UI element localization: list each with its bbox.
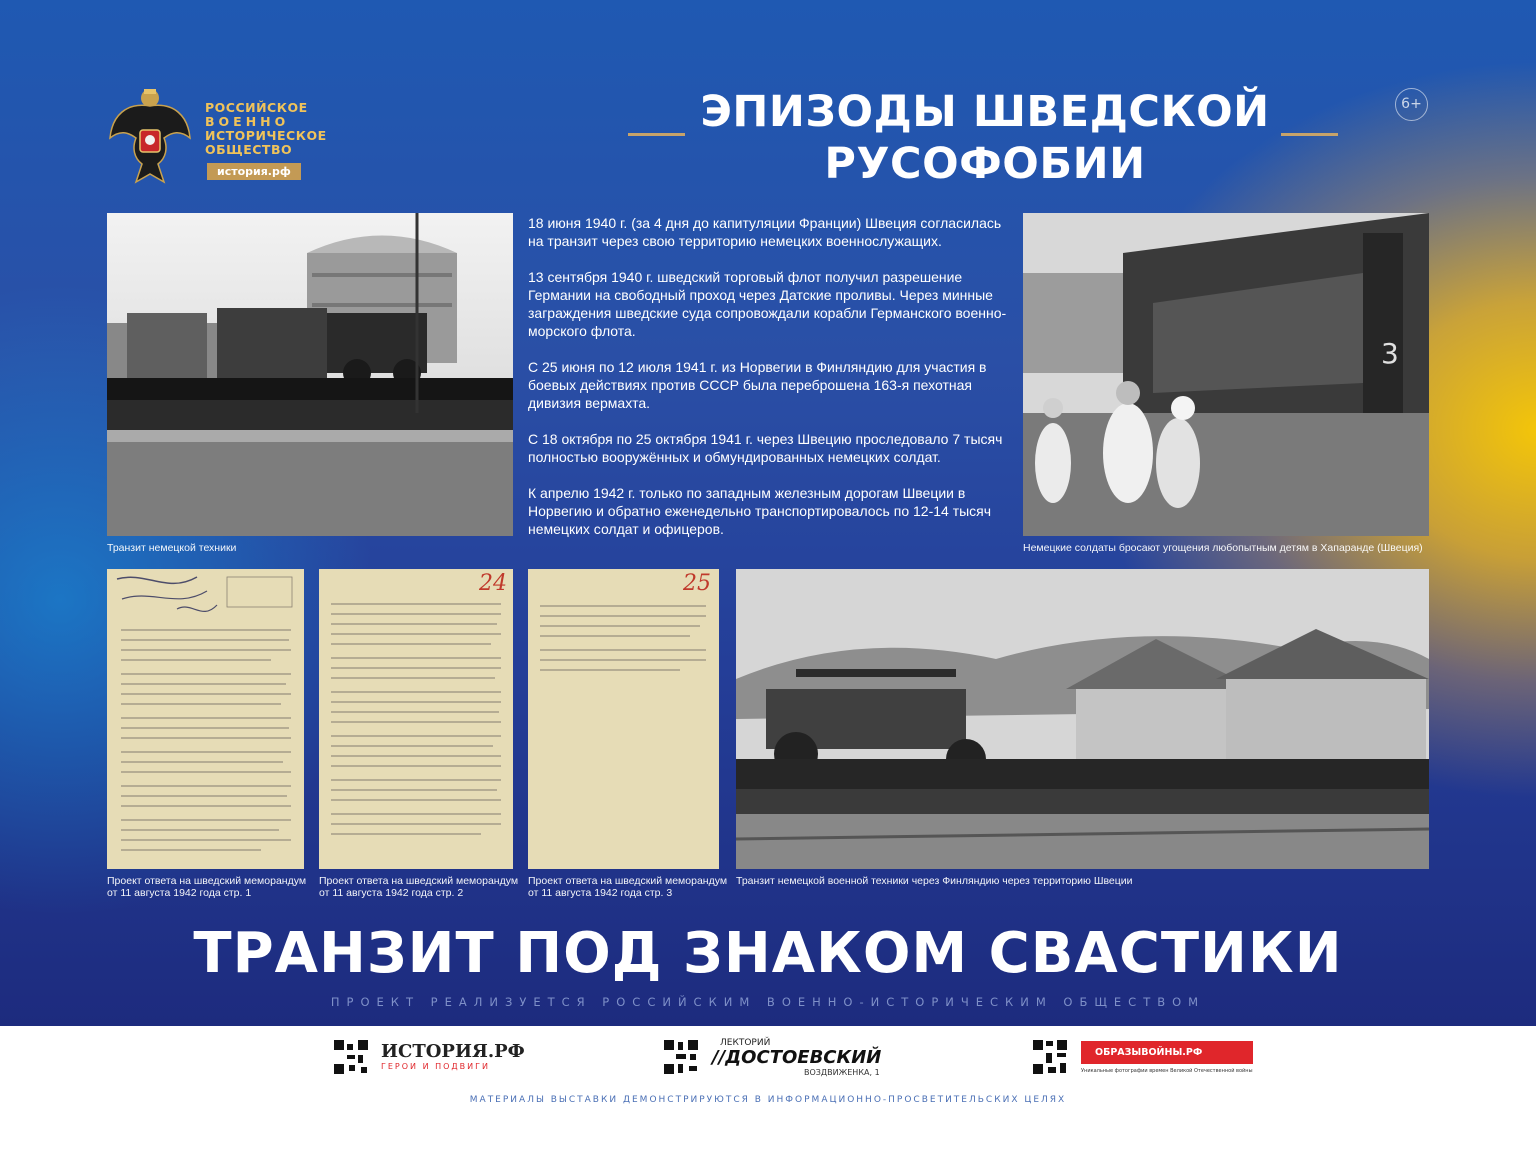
title-rule-right	[1281, 133, 1338, 136]
partner-istoria-name: ИСТОРИЯ.РФ	[381, 1041, 525, 1062]
body-text	[528, 214, 1013, 556]
document-3-page-number: 25	[683, 571, 711, 596]
caption-document-2	[319, 875, 518, 899]
paragraph-4: С 18 октября по 25 октября 1941 г. через Швецию проследовало 7 тысяч полностью вооружённых и обмундированных немецких солдат.	[528, 431, 1003, 465]
caption-top-left: Транзит немецкой техники	[107, 542, 237, 554]
logo-line-4: ОБЩЕСТВО	[205, 142, 293, 157]
caption-document-2-line-1: Проект ответа на шведский меморандум	[319, 875, 519, 887]
document-page-2	[319, 569, 513, 869]
partner-istoria-link[interactable]	[381, 1042, 525, 1071]
page-title	[700, 86, 1270, 190]
document-2-page-number: 24	[479, 571, 507, 596]
title-line-2: РУСОФОБИИ	[824, 139, 1146, 189]
logo-organization-name	[205, 101, 327, 157]
partner-dostoevsky-link[interactable]	[712, 1038, 881, 1077]
age-rating-badge: 6+	[1395, 88, 1428, 121]
caption-document-1-line-1: Проект ответа на шведский меморандум	[107, 875, 307, 887]
qr-code-icon	[333, 1039, 369, 1075]
photo-soldiers-haparanda	[1023, 213, 1429, 536]
photo-transit-equipment	[107, 213, 513, 536]
caption-document-1-line-2: от 11 августа 1942 года стр. 1	[107, 887, 252, 899]
partners-band	[0, 1026, 1536, 1158]
document-page-3	[528, 569, 719, 869]
caption-document-2-line-2: от 11 августа 1942 года стр. 2	[319, 887, 464, 899]
partner-obrazy-tagline: Уникальные фотографии времен Великой Отечественной войны	[1081, 1068, 1253, 1074]
partner-istoria-tagline: ГЕРОИ И ПОДВИГИ	[381, 1062, 491, 1071]
title-rule-left	[628, 133, 685, 136]
paragraph-5: К апрелю 1942 г. только по западным железным дорогам Швеции в Норвегию и обратно еженедельно транспортировалось по 12-14 тысяч немецких солдат и офицеров.	[528, 485, 992, 537]
paragraph-3: С 25 июня по 12 июля 1941 г. из Норвегии в Финляндию для участия в боевых действиях против СССР была переброшена 163-я пехотная дивизия вермахта.	[528, 359, 987, 411]
logo-line-3: ИСТОРИЧЕСКОЕ	[205, 128, 327, 143]
disclaimer: МАТЕРИАЛЫ ВЫСТАВКИ ДЕМОНСТРИРУЮТСЯ В ИНФОРМАЦИОННО-ПРОСВЕТИТЕЛЬСКИХ ЦЕЛЯХ	[469, 1095, 1067, 1105]
logo-site-label: история.рф	[207, 163, 301, 180]
paragraph-2: 13 сентября 1940 г. шведский торговый флот получил разрешение Германии на свободный проход через Датские проливы. Через минные заграждения шведские суда сопровождали корабли Германского военно-морского флота.	[528, 269, 1007, 339]
caption-document-3-line-1: Проект ответа на шведский меморандум	[528, 875, 728, 887]
paragraph-1: 18 июня 1940 г. (за 4 дня до капитуляции Франции) Швеция согласилась на транзит через свою территорию немецких военнослужащих.	[528, 215, 1002, 249]
footer-title: ТРАНЗИТ ПОД ЗНАКОМ СВАСТИКИ	[193, 921, 1343, 986]
partner-dostoevsky-address: ВОЗДВИЖЕНКА, 1	[804, 1068, 880, 1077]
logo-line-2: ВОЕННО	[205, 114, 290, 129]
caption-document-3	[528, 875, 727, 899]
logo-line-1: РОССИЙСКОЕ	[205, 100, 308, 115]
svg-text:3: 3	[1381, 337, 1399, 370]
caption-document-3-line-2: от 11 августа 1942 года стр. 3	[528, 887, 673, 899]
footer-subtitle: ПРОЕКТ РЕАЛИЗУЕТСЯ РОССИЙСКИМ ВОЕННО-ИСТОРИЧЕСКИМ ОБЩЕСТВОМ	[330, 995, 1206, 1009]
eagle-emblem-icon	[106, 86, 194, 190]
qr-code-icon	[663, 1039, 699, 1075]
partner-obrazy-link[interactable]	[1081, 1041, 1253, 1074]
caption-document-1	[107, 875, 306, 899]
partner-dostoevsky-name: //ДОСТОЕВСКИЙ	[712, 1047, 882, 1068]
caption-top-right: Немецкие солдаты бросают угощения любопытным детям в Хапаранде (Швеция)	[1023, 542, 1423, 554]
partner-dostoevsky-small: ЛЕКТОРИЙ	[720, 1038, 771, 1048]
photo-transit-finland	[736, 569, 1429, 869]
title-line-1: ЭПИЗОДЫ ШВЕДСКОЙ	[700, 87, 1270, 137]
partner-obrazy-name: ОБРАЗЫВОЙНЫ.РФ	[1081, 1041, 1253, 1064]
caption-bottom-right: Транзит немецкой военной техники через Финляндию через территорию Швеции	[736, 875, 1133, 887]
qr-code-icon	[1032, 1039, 1068, 1075]
document-page-1	[107, 569, 304, 869]
